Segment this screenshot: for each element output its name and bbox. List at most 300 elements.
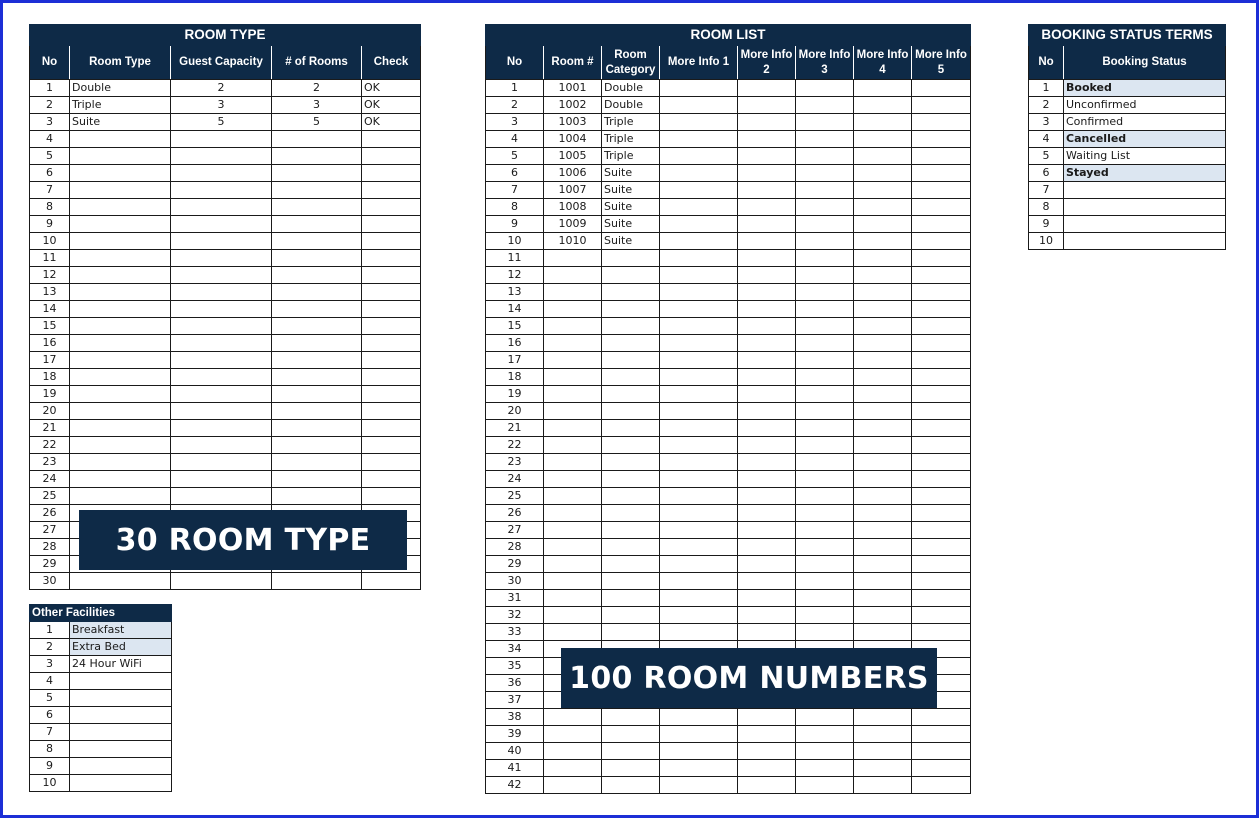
room-type-cell[interactable]: 30 (30, 573, 70, 590)
room-list-cell[interactable] (660, 454, 738, 471)
room-list-cell[interactable] (796, 624, 854, 641)
room-list-cell[interactable] (912, 777, 971, 794)
room-list-cell[interactable]: Suite (602, 233, 660, 250)
room-list-cell[interactable] (854, 709, 912, 726)
room-type-cell[interactable] (272, 131, 362, 148)
room-list-cell[interactable] (602, 709, 660, 726)
room-list-cell[interactable] (796, 335, 854, 352)
room-list-cell[interactable] (912, 556, 971, 573)
room-type-cell[interactable] (171, 386, 272, 403)
room-list-cell[interactable] (602, 522, 660, 539)
room-list-cell[interactable] (544, 352, 602, 369)
room-list-cell[interactable] (796, 250, 854, 267)
room-list-cell[interactable] (854, 335, 912, 352)
room-list-cell[interactable] (912, 369, 971, 386)
room-list-cell[interactable] (912, 607, 971, 624)
room-list-cell[interactable] (796, 369, 854, 386)
room-list-cell[interactable]: Suite (602, 199, 660, 216)
room-type-cell[interactable]: 3 (171, 97, 272, 114)
room-list-cell[interactable]: Suite (602, 182, 660, 199)
room-list-cell[interactable]: Double (602, 80, 660, 97)
room-list-cell[interactable]: 5 (486, 148, 544, 165)
room-list-cell[interactable] (796, 607, 854, 624)
room-list-cell[interactable] (796, 97, 854, 114)
room-list-cell[interactable] (660, 216, 738, 233)
room-list-cell[interactable] (796, 233, 854, 250)
room-type-cell[interactable] (272, 199, 362, 216)
room-type-cell[interactable] (171, 352, 272, 369)
room-list-cell[interactable] (660, 777, 738, 794)
room-list-cell[interactable] (544, 590, 602, 607)
room-list-cell[interactable] (660, 522, 738, 539)
room-type-cell[interactable] (70, 318, 171, 335)
room-list-cell[interactable] (854, 233, 912, 250)
room-list-cell[interactable] (602, 369, 660, 386)
room-list-cell[interactable] (796, 743, 854, 760)
room-type-cell[interactable]: 23 (30, 454, 70, 471)
room-list-cell[interactable]: 22 (486, 437, 544, 454)
room-list-cell[interactable] (912, 97, 971, 114)
room-list-cell[interactable] (660, 420, 738, 437)
room-list-cell[interactable] (796, 114, 854, 131)
room-type-cell[interactable] (70, 335, 171, 352)
room-type-cell[interactable] (70, 403, 171, 420)
room-type-cell[interactable] (272, 420, 362, 437)
room-list-cell[interactable] (854, 726, 912, 743)
room-list-cell[interactable] (738, 505, 796, 522)
room-list-cell[interactable] (544, 777, 602, 794)
booking-status-term[interactable] (1064, 182, 1226, 199)
room-list-cell[interactable] (854, 386, 912, 403)
room-type-cell[interactable] (70, 420, 171, 437)
room-list-cell[interactable] (738, 97, 796, 114)
room-list-cell[interactable] (544, 284, 602, 301)
room-list-cell[interactable] (854, 131, 912, 148)
room-list-cell[interactable]: Suite (602, 165, 660, 182)
room-list-cell[interactable]: 31 (486, 590, 544, 607)
room-type-cell[interactable] (362, 182, 421, 199)
room-list-cell[interactable] (544, 369, 602, 386)
room-list-cell[interactable] (796, 301, 854, 318)
room-type-cell[interactable] (362, 369, 421, 386)
room-type-cell[interactable] (362, 233, 421, 250)
room-list-cell[interactable] (660, 505, 738, 522)
room-list-cell[interactable] (544, 573, 602, 590)
room-list-cell[interactable] (854, 165, 912, 182)
room-list-cell[interactable] (738, 726, 796, 743)
room-type-cell[interactable] (171, 471, 272, 488)
room-list-cell[interactable] (602, 420, 660, 437)
booking-status-term[interactable]: Cancelled (1064, 131, 1226, 148)
room-type-cell[interactable] (272, 250, 362, 267)
room-type-cell[interactable] (272, 437, 362, 454)
facility-name[interactable] (70, 758, 172, 775)
room-type-cell[interactable] (70, 250, 171, 267)
room-list-cell[interactable] (660, 539, 738, 556)
room-type-cell[interactable]: 9 (30, 216, 70, 233)
room-list-cell[interactable] (738, 199, 796, 216)
room-list-cell[interactable] (912, 709, 971, 726)
room-list-cell[interactable] (660, 301, 738, 318)
room-type-cell[interactable]: 3 (272, 97, 362, 114)
room-type-cell[interactable]: OK (362, 97, 421, 114)
room-type-cell[interactable] (171, 131, 272, 148)
room-list-cell[interactable]: 1002 (544, 97, 602, 114)
room-type-cell[interactable]: 7 (30, 182, 70, 199)
room-list-cell[interactable]: Triple (602, 148, 660, 165)
room-list-cell[interactable] (912, 131, 971, 148)
room-list-cell[interactable]: 29 (486, 556, 544, 573)
room-list-cell[interactable] (602, 488, 660, 505)
room-list-cell[interactable] (660, 403, 738, 420)
room-list-cell[interactable] (738, 284, 796, 301)
room-list-cell[interactable]: 16 (486, 335, 544, 352)
room-list-cell[interactable]: 20 (486, 403, 544, 420)
room-type-cell[interactable] (171, 403, 272, 420)
room-list-cell[interactable] (854, 114, 912, 131)
room-type-cell[interactable]: 5 (272, 114, 362, 131)
room-list-cell[interactable] (912, 573, 971, 590)
room-type-cell[interactable] (272, 267, 362, 284)
room-list-cell[interactable] (738, 318, 796, 335)
room-type-cell[interactable] (171, 233, 272, 250)
room-list-cell[interactable]: 2 (486, 97, 544, 114)
room-list-cell[interactable] (738, 743, 796, 760)
room-list-cell[interactable] (738, 301, 796, 318)
room-list-cell[interactable] (602, 454, 660, 471)
room-type-cell[interactable] (171, 250, 272, 267)
room-list-cell[interactable] (854, 760, 912, 777)
room-list-cell[interactable]: 3 (486, 114, 544, 131)
facility-name[interactable]: Breakfast (70, 622, 172, 639)
room-type-cell[interactable]: 16 (30, 335, 70, 352)
room-type-cell[interactable] (272, 165, 362, 182)
room-list-cell[interactable] (796, 471, 854, 488)
room-type-cell[interactable] (272, 403, 362, 420)
room-list-cell[interactable] (854, 471, 912, 488)
room-list-cell[interactable] (660, 760, 738, 777)
room-list-cell[interactable] (738, 386, 796, 403)
room-type-cell[interactable] (362, 165, 421, 182)
room-type-cell[interactable]: 8 (30, 199, 70, 216)
room-list-cell[interactable] (602, 335, 660, 352)
room-type-cell[interactable] (70, 437, 171, 454)
room-list-cell[interactable]: 6 (486, 165, 544, 182)
room-type-cell[interactable]: 21 (30, 420, 70, 437)
room-list-cell[interactable] (854, 352, 912, 369)
room-list-cell[interactable] (912, 624, 971, 641)
room-list-cell[interactable] (544, 488, 602, 505)
room-list-cell[interactable]: 13 (486, 284, 544, 301)
room-list-cell[interactable]: 34 (486, 641, 544, 658)
room-list-cell[interactable] (544, 318, 602, 335)
facility-name[interactable]: Extra Bed (70, 639, 172, 656)
room-list-cell[interactable] (912, 743, 971, 760)
room-list-cell[interactable] (912, 165, 971, 182)
room-list-cell[interactable]: 1010 (544, 233, 602, 250)
room-list-cell[interactable] (544, 386, 602, 403)
room-list-cell[interactable] (796, 590, 854, 607)
room-list-cell[interactable] (796, 403, 854, 420)
room-type-cell[interactable] (362, 352, 421, 369)
room-type-cell[interactable] (362, 437, 421, 454)
room-type-cell[interactable] (272, 369, 362, 386)
room-list-cell[interactable] (854, 250, 912, 267)
room-type-cell[interactable] (272, 182, 362, 199)
room-list-cell[interactable] (602, 301, 660, 318)
room-list-cell[interactable] (796, 216, 854, 233)
room-list-cell[interactable] (602, 760, 660, 777)
room-list-cell[interactable] (660, 590, 738, 607)
room-list-cell[interactable] (738, 182, 796, 199)
room-list-cell[interactable] (544, 471, 602, 488)
room-list-cell[interactable] (544, 335, 602, 352)
room-list-cell[interactable] (544, 709, 602, 726)
room-list-cell[interactable] (738, 250, 796, 267)
room-list-cell[interactable] (796, 437, 854, 454)
room-type-cell[interactable]: 13 (30, 284, 70, 301)
room-type-cell[interactable]: 11 (30, 250, 70, 267)
room-type-cell[interactable] (70, 573, 171, 590)
room-type-cell[interactable] (171, 369, 272, 386)
room-list-cell[interactable]: 33 (486, 624, 544, 641)
booking-status-term[interactable]: Confirmed (1064, 114, 1226, 131)
room-type-cell[interactable] (362, 488, 421, 505)
room-type-cell[interactable] (171, 318, 272, 335)
room-list-cell[interactable] (738, 80, 796, 97)
room-list-cell[interactable] (660, 386, 738, 403)
room-type-cell[interactable] (70, 267, 171, 284)
room-type-cell[interactable] (70, 233, 171, 250)
room-list-cell[interactable] (738, 165, 796, 182)
room-list-cell[interactable] (660, 437, 738, 454)
room-type-cell[interactable] (272, 573, 362, 590)
room-list-cell[interactable] (912, 182, 971, 199)
room-type-cell[interactable] (171, 284, 272, 301)
room-type-cell[interactable]: 25 (30, 488, 70, 505)
room-type-cell[interactable] (70, 352, 171, 369)
room-type-cell[interactable] (171, 301, 272, 318)
room-list-cell[interactable]: Suite (602, 216, 660, 233)
facility-name[interactable] (70, 775, 172, 792)
room-list-cell[interactable] (796, 199, 854, 216)
room-list-cell[interactable] (544, 760, 602, 777)
room-list-cell[interactable] (912, 488, 971, 505)
room-list-cell[interactable] (854, 505, 912, 522)
room-list-cell[interactable] (660, 607, 738, 624)
facility-name[interactable] (70, 690, 172, 707)
room-type-cell[interactable] (171, 335, 272, 352)
room-type-cell[interactable] (362, 471, 421, 488)
room-list-cell[interactable]: 30 (486, 573, 544, 590)
room-list-cell[interactable] (854, 539, 912, 556)
room-type-cell[interactable]: Double (70, 80, 171, 97)
room-list-cell[interactable]: 32 (486, 607, 544, 624)
room-list-cell[interactable] (544, 539, 602, 556)
room-list-cell[interactable] (738, 267, 796, 284)
room-list-cell[interactable] (854, 777, 912, 794)
room-list-cell[interactable] (660, 369, 738, 386)
room-list-cell[interactable] (854, 301, 912, 318)
room-list-cell[interactable] (912, 386, 971, 403)
facility-name[interactable] (70, 707, 172, 724)
room-type-cell[interactable] (362, 267, 421, 284)
room-type-cell[interactable]: 5 (171, 114, 272, 131)
room-type-cell[interactable] (362, 148, 421, 165)
room-list-cell[interactable] (854, 590, 912, 607)
room-list-cell[interactable]: 11 (486, 250, 544, 267)
room-list-cell[interactable]: 15 (486, 318, 544, 335)
room-list-cell[interactable] (912, 148, 971, 165)
room-list-cell[interactable] (738, 114, 796, 131)
room-type-cell[interactable] (272, 148, 362, 165)
room-list-cell[interactable] (912, 114, 971, 131)
room-list-cell[interactable] (660, 573, 738, 590)
room-list-cell[interactable] (912, 284, 971, 301)
room-type-cell[interactable]: 1 (30, 80, 70, 97)
room-list-cell[interactable] (602, 352, 660, 369)
room-list-cell[interactable] (738, 624, 796, 641)
room-list-cell[interactable] (854, 624, 912, 641)
room-type-cell[interactable] (272, 335, 362, 352)
room-type-cell[interactable] (70, 284, 171, 301)
room-list-cell[interactable] (602, 556, 660, 573)
room-list-cell[interactable] (796, 777, 854, 794)
room-list-cell[interactable] (796, 131, 854, 148)
room-type-cell[interactable] (171, 437, 272, 454)
room-list-cell[interactable] (796, 505, 854, 522)
room-list-cell[interactable] (796, 539, 854, 556)
room-type-cell[interactable]: 4 (30, 131, 70, 148)
room-list-cell[interactable]: 28 (486, 539, 544, 556)
room-list-cell[interactable]: 1006 (544, 165, 602, 182)
room-list-cell[interactable] (602, 250, 660, 267)
room-list-cell[interactable] (912, 199, 971, 216)
room-type-cell[interactable] (362, 454, 421, 471)
room-list-cell[interactable] (738, 403, 796, 420)
room-type-cell[interactable]: 10 (30, 233, 70, 250)
room-list-cell[interactable] (854, 284, 912, 301)
room-list-cell[interactable] (912, 471, 971, 488)
room-type-cell[interactable]: Suite (70, 114, 171, 131)
room-list-cell[interactable] (738, 131, 796, 148)
room-list-cell[interactable] (660, 556, 738, 573)
booking-status-term[interactable]: Booked (1064, 80, 1226, 97)
room-list-cell[interactable] (912, 335, 971, 352)
facility-name[interactable] (70, 741, 172, 758)
room-list-cell[interactable]: Triple (602, 114, 660, 131)
room-list-cell[interactable] (660, 182, 738, 199)
room-list-cell[interactable] (660, 488, 738, 505)
room-type-cell[interactable]: 19 (30, 386, 70, 403)
room-list-cell[interactable] (796, 760, 854, 777)
room-list-cell[interactable] (912, 590, 971, 607)
room-list-cell[interactable] (602, 573, 660, 590)
room-list-cell[interactable] (544, 624, 602, 641)
room-list-cell[interactable]: 42 (486, 777, 544, 794)
room-list-cell[interactable]: 35 (486, 658, 544, 675)
room-list-cell[interactable] (912, 80, 971, 97)
room-list-cell[interactable]: 23 (486, 454, 544, 471)
room-list-cell[interactable] (854, 369, 912, 386)
room-list-cell[interactable] (854, 573, 912, 590)
room-list-cell[interactable] (544, 437, 602, 454)
room-list-cell[interactable] (602, 539, 660, 556)
room-list-cell[interactable] (660, 743, 738, 760)
room-list-cell[interactable]: 17 (486, 352, 544, 369)
room-list-cell[interactable] (912, 420, 971, 437)
room-list-cell[interactable] (796, 488, 854, 505)
room-list-cell[interactable]: 24 (486, 471, 544, 488)
room-list-cell[interactable] (912, 505, 971, 522)
room-list-cell[interactable]: 1007 (544, 182, 602, 199)
room-list-cell[interactable] (738, 335, 796, 352)
room-list-cell[interactable] (796, 80, 854, 97)
room-list-cell[interactable]: 4 (486, 131, 544, 148)
room-type-cell[interactable]: 2 (171, 80, 272, 97)
room-list-cell[interactable]: 1005 (544, 148, 602, 165)
room-type-cell[interactable] (70, 301, 171, 318)
room-type-cell[interactable]: Triple (70, 97, 171, 114)
room-list-cell[interactable] (912, 454, 971, 471)
room-list-cell[interactable] (796, 709, 854, 726)
room-type-cell[interactable] (272, 454, 362, 471)
room-type-cell[interactable] (70, 488, 171, 505)
room-type-cell[interactable] (272, 216, 362, 233)
room-type-cell[interactable] (272, 284, 362, 301)
room-list-cell[interactable] (602, 437, 660, 454)
room-list-cell[interactable] (602, 284, 660, 301)
room-list-cell[interactable] (854, 607, 912, 624)
room-type-cell[interactable] (70, 216, 171, 233)
room-list-cell[interactable] (660, 97, 738, 114)
room-list-cell[interactable]: 40 (486, 743, 544, 760)
room-type-cell[interactable] (70, 386, 171, 403)
room-list-cell[interactable] (796, 165, 854, 182)
room-type-cell[interactable]: OK (362, 80, 421, 97)
room-list-cell[interactable] (660, 709, 738, 726)
facility-name[interactable]: 24 Hour WiFi (70, 656, 172, 673)
room-type-cell[interactable] (70, 369, 171, 386)
room-type-cell[interactable] (362, 284, 421, 301)
room-type-cell[interactable] (70, 471, 171, 488)
room-type-cell[interactable] (171, 267, 272, 284)
room-list-cell[interactable] (602, 267, 660, 284)
room-list-cell[interactable]: 26 (486, 505, 544, 522)
room-list-cell[interactable]: 12 (486, 267, 544, 284)
room-list-cell[interactable] (854, 522, 912, 539)
room-type-cell[interactable] (171, 165, 272, 182)
room-list-cell[interactable] (660, 624, 738, 641)
room-list-cell[interactable] (738, 454, 796, 471)
room-list-cell[interactable] (796, 420, 854, 437)
room-list-cell[interactable] (602, 777, 660, 794)
room-type-cell[interactable] (171, 454, 272, 471)
room-list-cell[interactable] (796, 386, 854, 403)
room-list-cell[interactable] (854, 199, 912, 216)
room-list-cell[interactable] (854, 318, 912, 335)
room-list-cell[interactable] (854, 488, 912, 505)
room-list-cell[interactable] (912, 760, 971, 777)
room-type-cell[interactable] (171, 199, 272, 216)
room-list-cell[interactable] (602, 505, 660, 522)
room-list-cell[interactable] (544, 454, 602, 471)
room-list-cell[interactable] (660, 318, 738, 335)
room-list-cell[interactable] (854, 80, 912, 97)
room-list-cell[interactable] (796, 726, 854, 743)
room-type-cell[interactable]: 15 (30, 318, 70, 335)
room-list-cell[interactable] (602, 386, 660, 403)
